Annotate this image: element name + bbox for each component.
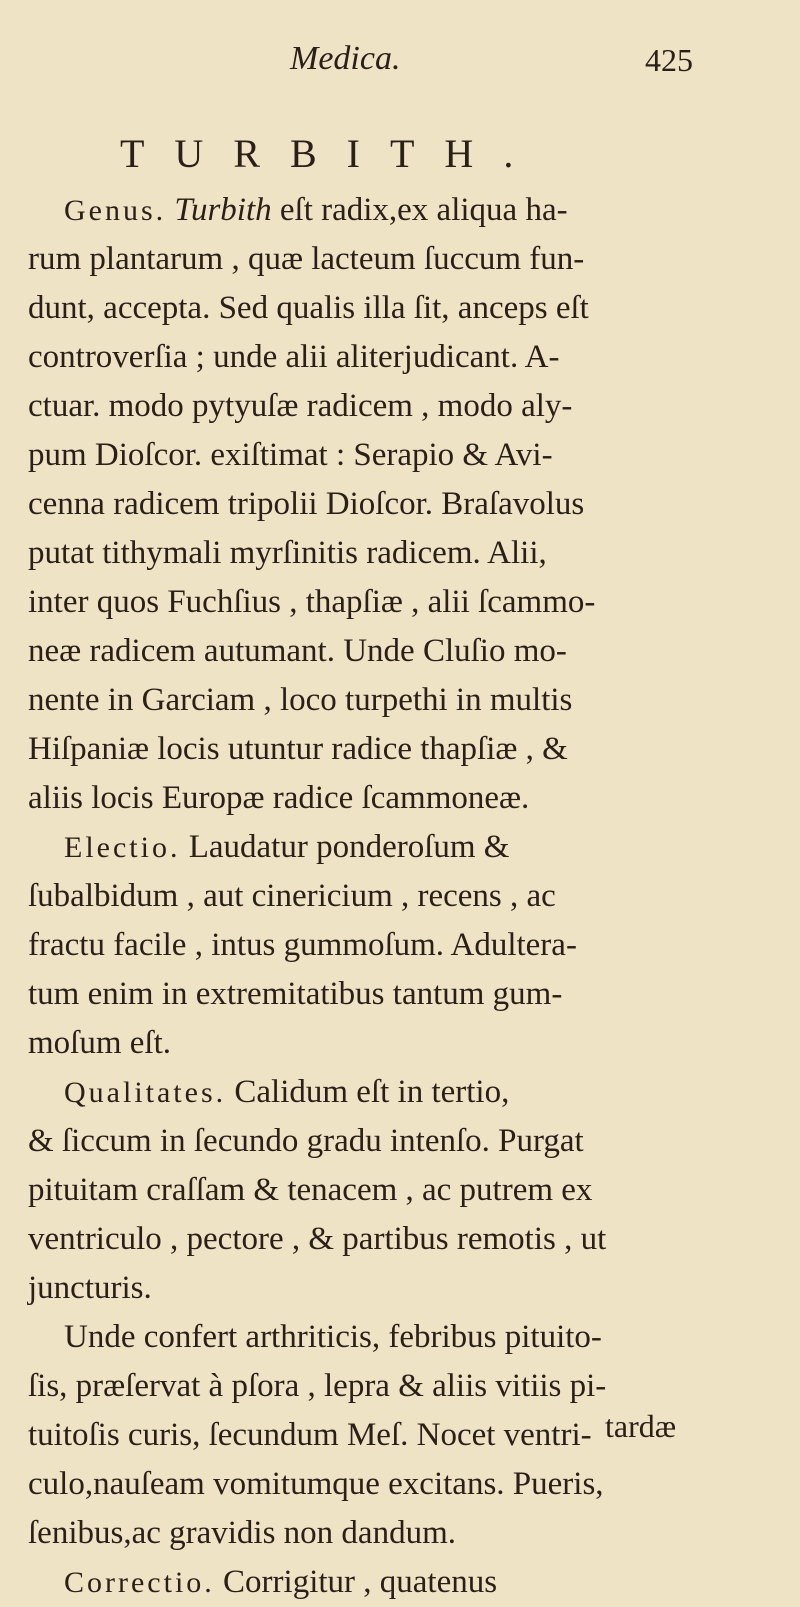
text-line (28, 1558, 780, 1607)
text-line (28, 1068, 780, 1117)
text-line: nente in Garciam , loco turpethi in multis (28, 682, 573, 718)
section-label-qualitates: Qualitates. (64, 1076, 227, 1109)
text-line: ſubalbidum , aut cinericium , recens , ac (28, 878, 556, 914)
text-line: Unde confert arthriticis, febribus pituito- (64, 1319, 602, 1355)
text-line: ſenibus,ac gravidis non dandum. (28, 1515, 457, 1551)
text-line: aliis locis Europæ radice ſcammoneæ. (28, 780, 530, 816)
text-line: ventriculo , pectore , & partibus remotis , ut (28, 1221, 607, 1257)
running-title: Medica. (290, 40, 401, 77)
section-label-correctio: Correctio. (64, 1566, 215, 1599)
text-line: cenna radicem tripolii Dioſcor. Braſavolus (28, 486, 585, 522)
text-line: pum Dioſcor. exiſtimat : Serapio & Avi- (28, 437, 553, 473)
text-line: inter quos Fuchſius , thapſiæ , alii ſcammo- (28, 584, 596, 620)
page-number: 425 (645, 42, 693, 78)
line-text: eſt radix,ex aliqua ha- (271, 192, 568, 228)
text-line: putat tithymali myrſinitis radicem. Alii, (28, 535, 547, 571)
catchword: tardæ (605, 1408, 677, 1444)
body-text (28, 186, 780, 1607)
section-label-genus: Genus. (64, 194, 167, 227)
text-line: ſis, præſervat à pſora , lepra & aliis vitiis pi- (28, 1368, 607, 1404)
text-line: Hiſpaniæ locis utuntur radice thapſiæ , & (28, 731, 568, 767)
text-line: moſum eſt. (28, 1025, 171, 1061)
line-text: Corrigitur , quatenus (214, 1564, 498, 1600)
text-line: ctuar. modo pytyuſæ radicem , modo aly- (28, 388, 573, 424)
text-line: neæ radicem autumant. Unde Cluſio mo- (28, 633, 567, 669)
text-line (28, 186, 780, 235)
text-line: rum plantarum , quæ lacteum ſuccum fun- (28, 241, 585, 277)
text-line: juncturis. (28, 1270, 152, 1306)
line-text: Laudatur ponderoſum & (180, 829, 510, 865)
section-title: TURBITH. (120, 131, 544, 176)
section-label-electio: Electio. (64, 831, 181, 864)
running-head (0, 40, 800, 100)
text-line: controverſia ; unde alii aliterjudicant. A- (28, 339, 560, 375)
text-line (28, 823, 780, 872)
text-line: pituitam craſſam & tenacem , ac putrem ex (28, 1172, 593, 1208)
text-line: & ſiccum in ſecundo gradu intenſo. Purgat (28, 1123, 584, 1159)
text-line: tuitoſis curis, ſecundum Meſ. Nocet ventri- (28, 1417, 592, 1453)
text-line: culo,nauſeam vomitumque excitans. Pueris, (28, 1466, 604, 1502)
line-text: Calidum eſt in tertio, (226, 1074, 510, 1110)
text-line: tum enim in extremitatibus tantum gum- (28, 976, 563, 1012)
text-line: fractu facile , intus gummoſum. Adultera- (28, 927, 577, 963)
term-turbith: Turbith (166, 192, 272, 228)
text-line: dunt, accepta. Sed qualis illa ſit, anceps eſt (28, 290, 589, 326)
